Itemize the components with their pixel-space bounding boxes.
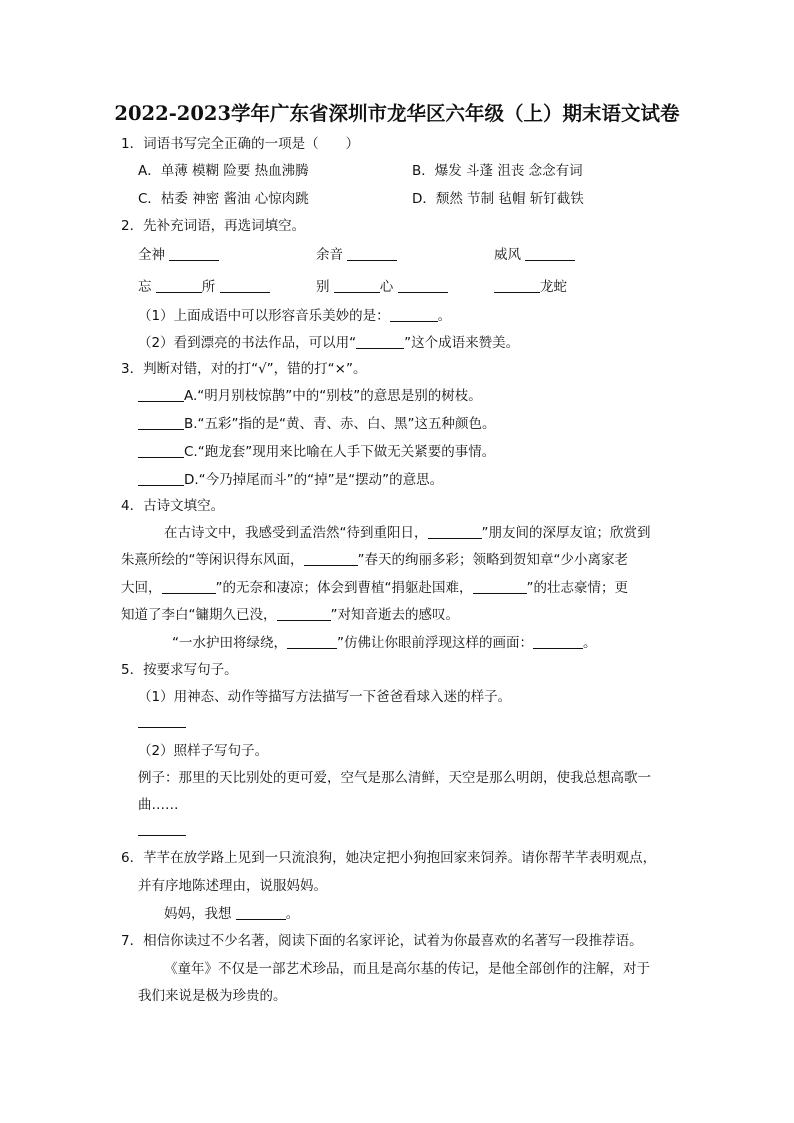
- question-1-option-b: B．爆发 斗蓬 沮丧 念念有词: [412, 163, 583, 179]
- question-3-item-c: [138, 442, 495, 462]
- q4-blank-7[interactable]: [533, 634, 583, 649]
- q2-sub2-end: ”这个成语来赞美。: [404, 335, 520, 351]
- idiom-fill-5: [316, 277, 448, 297]
- question-1-option-a: A．单薄 模糊 险要 热血沸腾: [138, 163, 309, 179]
- q2-sub1-text: （1）上面成语中可以形容音乐美妙的是：: [138, 308, 390, 324]
- question-3-stem: 3．判断对错，对的打“√”，错的打“×”。: [121, 361, 367, 377]
- q5-sub-2: （2）照样子写句子。: [138, 743, 269, 759]
- q7-line-2: 《童年》不仅是一部艺术珍品，而且是高尔基的传记，是他全部创作的注解，对于: [164, 961, 650, 977]
- question-2-sub-1: [138, 306, 451, 326]
- idiom-3-text: 威风: [494, 247, 521, 263]
- q3-c-text: C.“跑龙套”现用来比喻在人手下做无关紧要的事情。: [184, 444, 496, 460]
- idiom-4-text-a: 忘: [138, 279, 152, 295]
- q7-line-3: 我们来说是极为珍贵的。: [138, 988, 287, 1004]
- q4-l5-text-b: ”仿佛让你眼前浮现这样的画面：: [337, 635, 533, 651]
- question-5-stem: 5．按要求写句子。: [121, 662, 238, 678]
- q4-l3-text-c: ”的壮志豪情；更: [526, 580, 628, 596]
- question-2-stem: 2．先补充词语，再选词填空。: [121, 218, 306, 234]
- q6-l3-text: 妈妈，我想: [164, 906, 232, 922]
- q4-l5-text-c: 。: [583, 635, 597, 651]
- q4-blank-2[interactable]: [304, 551, 358, 566]
- q4-blank-6[interactable]: [287, 634, 337, 649]
- idiom-fill-2: [316, 245, 397, 265]
- q4-line-4: [121, 605, 459, 625]
- q5-answer-line-1: [138, 712, 186, 732]
- idiom-fill-6: [494, 277, 567, 297]
- idiom-1-text: 全神: [138, 247, 165, 263]
- q4-l5-text-a: “一水护田将绿绕，: [172, 635, 287, 651]
- q2-sub1-blank[interactable]: [390, 307, 438, 322]
- question-3-item-d: [138, 470, 443, 490]
- q4-line-3: [121, 578, 628, 598]
- q3-b-blank[interactable]: [138, 415, 184, 430]
- q6-line-3: [164, 904, 299, 924]
- q4-l2-text-a: 朱熹所绘的“等闲识得东风面，: [121, 552, 304, 568]
- q2-sub2-text: （2）看到漂亮的书法作品，可以用“: [138, 335, 357, 351]
- idiom-2-text: 余音: [316, 247, 343, 263]
- idiom-5-blank-a[interactable]: [334, 278, 380, 293]
- question-1-stem: 1．词语书写完全正确的一项是（ ）: [121, 136, 360, 152]
- q3-d-blank[interactable]: [138, 471, 184, 486]
- q7-line-1: 7．相信你读过不少名著，阅读下面的名家评论，试着为你最喜欢的名著写一段推荐语。: [121, 933, 643, 949]
- q2-sub1-end: 。: [437, 308, 452, 324]
- q5-blank-2[interactable]: [138, 821, 186, 836]
- q4-blank-3[interactable]: [162, 579, 216, 594]
- idiom-fill-1: [138, 245, 219, 265]
- idiom-1-blank[interactable]: [169, 246, 219, 261]
- q3-c-blank[interactable]: [138, 443, 184, 458]
- idiom-4-blank-b[interactable]: [220, 278, 270, 293]
- q4-l1-text-b: ”朋友间的深厚友谊；欣赏到: [481, 525, 651, 541]
- idiom-4-text-b: 所: [201, 279, 216, 295]
- q4-l4-text-b: ”对知音逝去的感叹。: [330, 607, 459, 623]
- q6-l3-end: 。: [285, 906, 300, 922]
- q4-blank-1[interactable]: [428, 524, 482, 539]
- idiom-5-text-b: 心: [379, 279, 394, 295]
- idiom-4-blank-a[interactable]: [156, 278, 202, 293]
- idiom-6-blank[interactable]: [494, 278, 540, 293]
- idiom-fill-3: [494, 245, 575, 265]
- q3-d-text: D.“今乃掉尾而斗”的“掉”是“摆动”的意思。: [184, 472, 444, 488]
- question-1-option-c: C．枯委 神密 酱油 心惊肉跳: [138, 191, 309, 207]
- q4-blank-4[interactable]: [473, 579, 527, 594]
- idiom-5-text-a: 别: [316, 279, 330, 295]
- q4-line-5: [172, 633, 597, 653]
- q4-l1-text-a: 在古诗文中，我感受到孟浩然“待到重阳日，: [164, 525, 428, 541]
- q4-l3-text-a: 大回，: [121, 580, 162, 596]
- q5-answer-line-2: [138, 820, 186, 840]
- q6-line-2: 并有序地陈述理由，说服妈妈。: [138, 878, 327, 894]
- q6-blank[interactable]: [236, 905, 286, 920]
- question-3-item-a: [138, 386, 482, 406]
- q5-blank-1[interactable]: [138, 713, 186, 728]
- q4-line-1: [164, 523, 651, 543]
- q2-sub2-blank[interactable]: [356, 334, 404, 349]
- q4-l4-text-a: 知道了李白“镛期久已没，: [121, 607, 277, 623]
- q4-line-2: [121, 550, 628, 570]
- question-1-option-d: D．颓然 节制 毡帽 斩钉截铁: [412, 191, 584, 207]
- question-2-sub-2: [138, 333, 519, 353]
- q5-sub-1: （1）用神态、动作等描写方法描写一下爸爸看球入迷的样子。: [138, 689, 512, 705]
- q3-a-blank[interactable]: [138, 387, 184, 402]
- q6-line-1: 6．芊芊在放学路上见到一只流浪狗，她决定把小狗抱回家来饲养。请你帮芊芊表明观点，: [121, 850, 657, 866]
- q5-example-line-1: 例子：那里的天比别处的更可爱，空气是那么清鲜，天空是那么明朗，使我总想高歌一: [138, 770, 651, 786]
- q4-blank-5[interactable]: [277, 606, 331, 621]
- q3-b-text: B.“五彩”指的是“黄、青、赤、白、黑”这五种颜色。: [184, 416, 496, 432]
- page-title: 2022-2023学年广东省深圳市龙华区六年级（上）期末语文试卷: [114, 102, 680, 125]
- q4-l2-text-b: ”春天的绚丽多彩；领略到贺知章“少小离家老: [357, 552, 628, 568]
- q5-example-line-2: 曲……: [138, 797, 179, 813]
- idiom-5-blank-b[interactable]: [398, 278, 448, 293]
- idiom-6-text: 龙蛇: [540, 279, 567, 295]
- q3-a-text: A.“明月别枝惊鹊”中的“别枝”的意思是别的树枝。: [184, 388, 482, 404]
- question-4-stem: 4．古诗文填空。: [121, 498, 225, 514]
- idiom-3-blank[interactable]: [525, 246, 575, 261]
- q4-l3-text-b: ”的无奈和凄凉；体会到曹植“捐躯赴国难，: [215, 580, 473, 596]
- idiom-fill-4: [138, 277, 270, 297]
- idiom-2-blank[interactable]: [347, 246, 397, 261]
- question-3-item-b: [138, 414, 496, 434]
